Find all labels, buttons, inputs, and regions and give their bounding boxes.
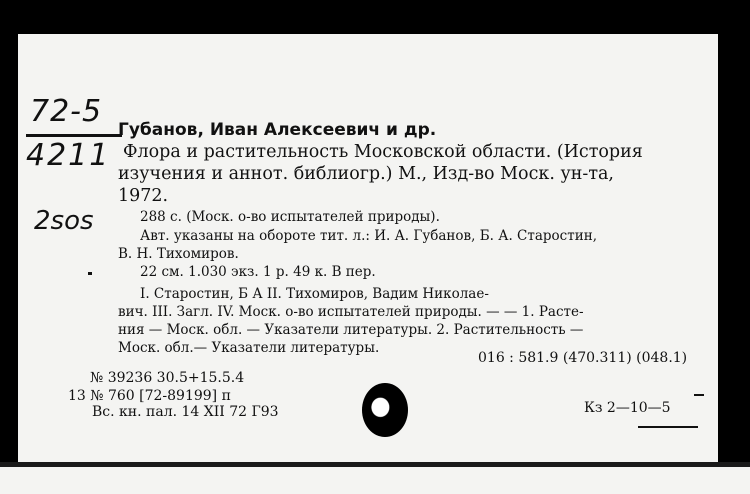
- scan-artifact: [694, 394, 704, 396]
- shelf-mark-divider: [26, 134, 122, 137]
- title-line-1: Флора и растительность Московской области. (История: [123, 142, 643, 162]
- authors-note-line-1: Авт. указаны на обороте тит. л.: И. А. Губанов, Б. А. Старостин,: [140, 228, 597, 244]
- punch-hole: [362, 383, 408, 437]
- card-code: Кз 2—10—5: [584, 400, 671, 416]
- shelf-mark-top: 72-5: [30, 94, 103, 129]
- pagination-note: 288 с. (Моск. о-во испытателей природы).: [140, 209, 440, 225]
- title-line-2: изучения и аннот. библиогр.) М., Изд-во Моск. ун-та,: [118, 164, 614, 184]
- chamber-stamp: Вс. кн. пал. 14 XII 72 Г93: [92, 404, 279, 420]
- tracing-line-4: Моск. обл.— Указатели литературы.: [118, 340, 380, 356]
- scan-artifact: [88, 272, 92, 275]
- tracing-line-2: вич. III. Загл. IV. Моск. о-во испытателей природы. — — 1. Расте-: [118, 304, 584, 320]
- udc-classification: 016 : 581.9 (470.311) (048.1): [478, 350, 688, 366]
- scan-bottom-strip: [0, 462, 750, 494]
- scan-bottom-shadow: [0, 462, 750, 467]
- size-price-note: 22 см. 1.030 экз. 1 р. 49 к. В пер.: [140, 264, 376, 280]
- record-number: № 39236 30.5+15.5.4: [90, 370, 245, 386]
- registration-number: 13 № 760 [72-89199] п: [68, 388, 231, 404]
- author-heading: Губанов, Иван Алексеевич и др.: [118, 120, 437, 140]
- handwritten-note: 2sos: [34, 206, 94, 236]
- authors-note-line-2: В. Н. Тихомиров.: [118, 246, 239, 262]
- title-line-3: 1972.: [118, 186, 169, 206]
- catalog-card: [18, 34, 718, 462]
- tracing-line-3: ния — Моск. обл. — Указатели литературы. 2. Растительность —: [118, 322, 584, 338]
- scan-top-border: [0, 0, 750, 34]
- shelf-mark-bottom: 4211: [26, 138, 111, 173]
- scan-artifact: [638, 426, 698, 428]
- tracing-line-1: I. Старостин, Б А II. Тихомиров, Вадим Николае-: [140, 286, 489, 302]
